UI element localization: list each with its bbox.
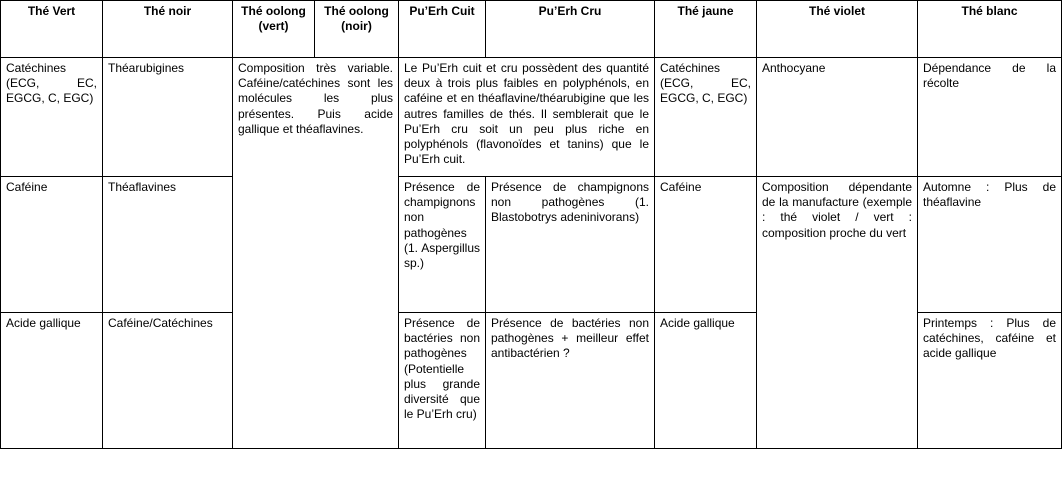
header-the-blanc: Thé blanc — [918, 1, 1062, 58]
cell-the-jaune-1: Catéchines (ECG, EC, EGCG, C, EGC) — [655, 58, 757, 177]
table-row-2 — [1, 177, 1062, 313]
cell-the-blanc-2: Automne : Plus de théaflavine — [918, 177, 1062, 313]
table-row-1 — [1, 58, 1062, 177]
cell-puerh-cuit-3: Présence de bactéries non pathogènes (Potentielle plus grande diversité que le Pu’Erh cru) — [399, 313, 486, 449]
cell-the-vert-3: Acide gallique — [1, 313, 103, 449]
header-the-jaune: Thé jaune — [655, 1, 757, 58]
cell-the-vert-1: Catéchines (ECG, EC, EGCG, C, EGC) — [1, 58, 103, 177]
cell-the-jaune-2: Caféine — [655, 177, 757, 313]
header-row — [1, 1, 1062, 58]
cell-puerh-cru-3: Présence de bactéries non pathogènes + meilleur effet antibactérien ? — [486, 313, 655, 449]
cell-the-blanc-3: Printemps : Plus de catéchines, caféine et acide gallique — [918, 313, 1062, 449]
cell-puerh-common: Le Pu’Erh cuit et cru possèdent des quantité deux à trois plus faibles en polyphénols, en caféine et en théaflavine/théarubigine que les autres familles de thés. Il semblerait que le Pu’Erh cru soit un peu plus riche en polyphénols (flavonoïdes et tanins) que le Pu’Erh cuit. — [399, 58, 655, 177]
header-the-noir: Thé noir — [103, 1, 233, 58]
cell-puerh-cuit-2: Présence de champignons non pathogènes (1. Aspergillus sp.) — [399, 177, 486, 313]
header-the-vert: Thé Vert — [1, 1, 103, 58]
header-puerh-cuit: Pu’Erh Cuit — [399, 1, 486, 58]
cell-the-noir-2: Théaflavines — [103, 177, 233, 313]
cell-the-noir-1: Théarubigines — [103, 58, 233, 177]
cell-puerh-cru-2: Présence de champignons non pathogènes (1. Blastobotrys adeninivorans) — [486, 177, 655, 313]
cell-the-jaune-3: Acide gallique — [655, 313, 757, 449]
header-oolong-vert: Thé oolong (vert) — [233, 1, 315, 58]
cell-the-vert-2: Caféine — [1, 177, 103, 313]
cell-the-violet-1: Anthocyane — [757, 58, 918, 177]
header-oolong-noir: Thé oolong (noir) — [315, 1, 399, 58]
cell-oolong: Composition très variable. Caféine/catéchines sont les molécules les plus présentes. Puis acide gallique et théaflavines. — [233, 58, 399, 449]
header-the-violet: Thé violet — [757, 1, 918, 58]
header-puerh-cru: Pu’Erh Cru — [486, 1, 655, 58]
cell-the-blanc-1: Dépendance de la récolte — [918, 58, 1062, 177]
cell-the-violet-2: Composition dépendante de la manufacture (exemple : thé violet / vert : composition proche du vert — [757, 177, 918, 449]
cell-the-noir-3: Caféine/Catéchines — [103, 313, 233, 449]
